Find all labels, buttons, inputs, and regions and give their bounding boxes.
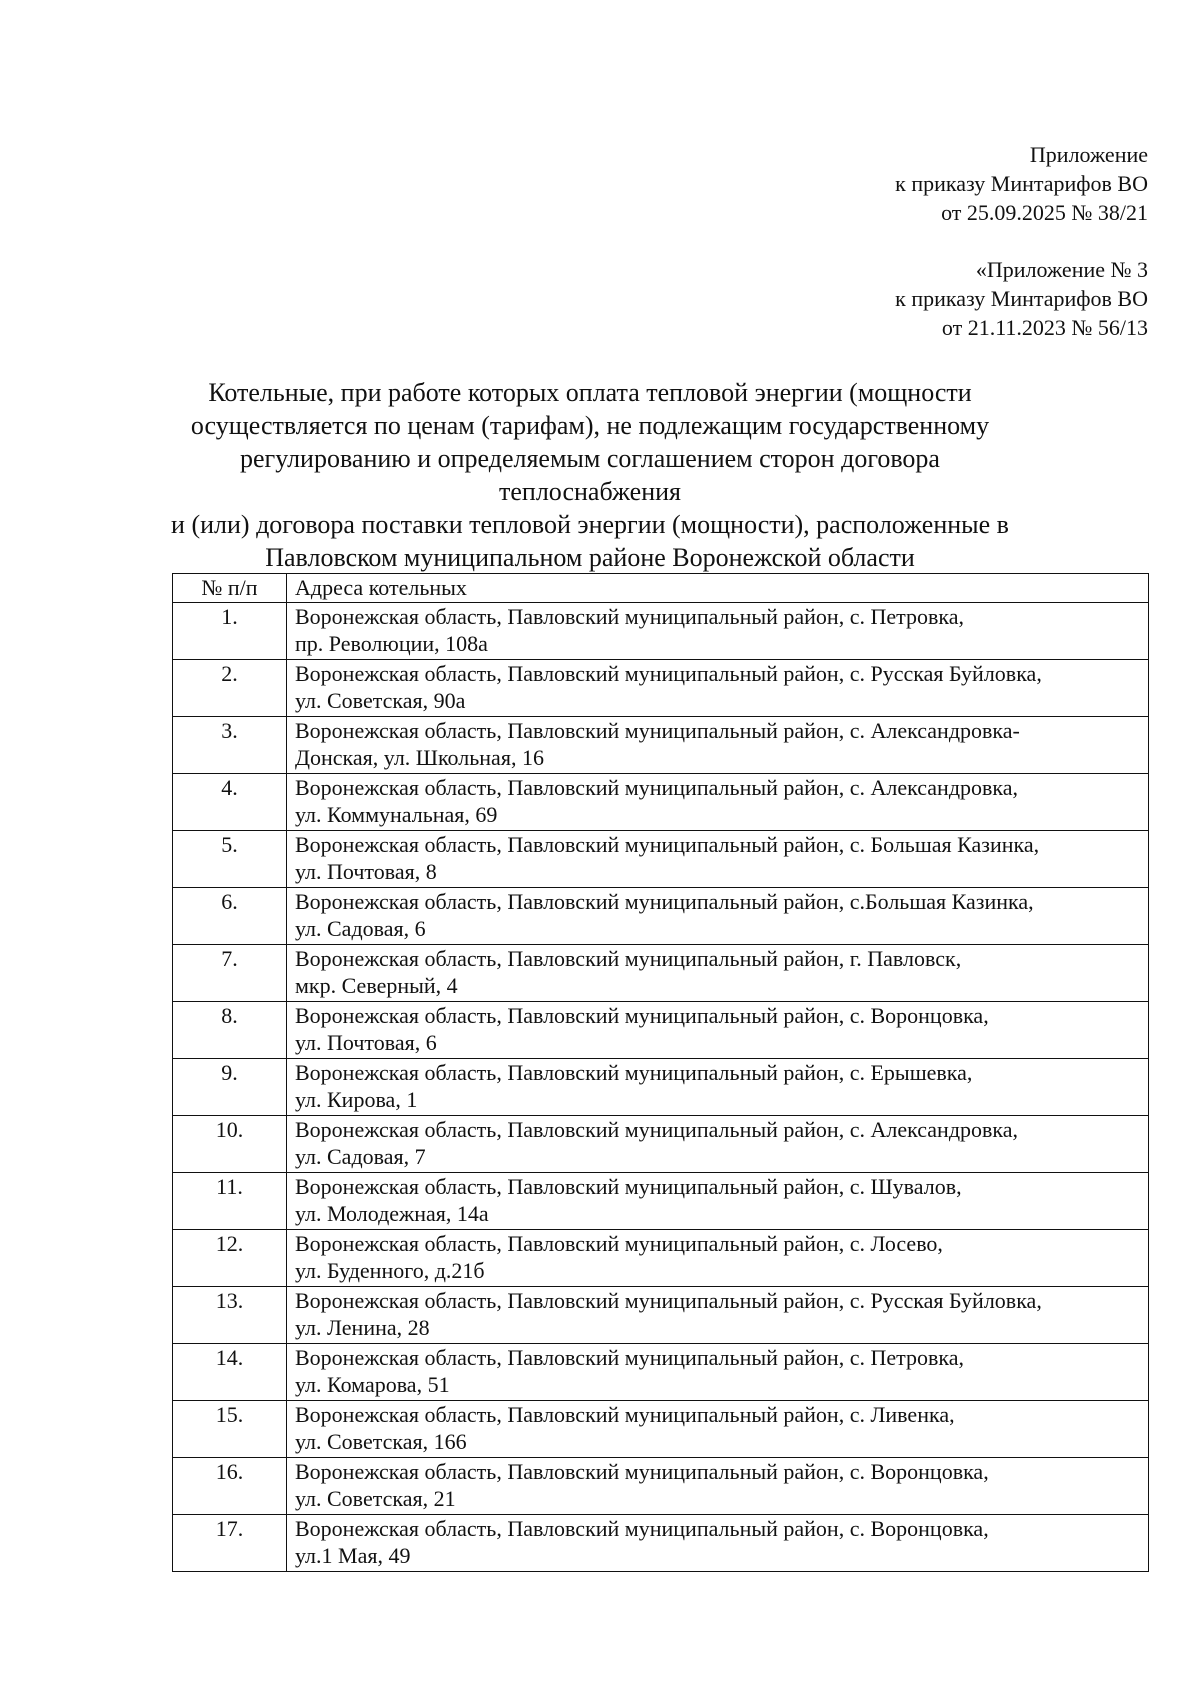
table-row bbox=[173, 830, 1149, 887]
table-body bbox=[173, 602, 1149, 1571]
document-title bbox=[150, 376, 1030, 574]
row-address bbox=[287, 1001, 1149, 1058]
address-line-1: Воронежская область, Павловский муниципальный район, с. Ерышевка, bbox=[295, 1059, 973, 1085]
address-line-2: ул. Советская, 90а bbox=[295, 688, 466, 713]
row-number: 15. bbox=[173, 1400, 287, 1457]
row-number: 1. bbox=[173, 602, 287, 659]
appendix-ref-label: «Приложение № 3 bbox=[975, 257, 1148, 282]
row-address bbox=[287, 830, 1149, 887]
table-row bbox=[173, 1286, 1149, 1343]
address-line-1: Воронежская область, Павловский муниципальный район, с. Русская Буйловка, bbox=[295, 660, 1042, 686]
address-line-1: Воронежская область, Павловский муниципальный район, г. Павловск, bbox=[295, 945, 962, 971]
address-line-1: Воронежская область, Павловский муниципальный район, с. Ливенка, bbox=[295, 1401, 955, 1427]
table-row bbox=[173, 1457, 1149, 1514]
address-line-1: Воронежская область, Павловский муниципальный район, с. Большая Казинка, bbox=[295, 831, 1040, 857]
table-header-row bbox=[173, 574, 1149, 603]
address-line-2: Донская, ул. Школьная, 16 bbox=[295, 745, 544, 770]
address-line-2: мкр. Северный, 4 bbox=[295, 973, 458, 998]
row-number: 5. bbox=[173, 830, 287, 887]
header-address: Адреса котельных bbox=[287, 574, 1149, 603]
title-line-1: Котельные, при работе которых оплата тепловой энергии (мощности bbox=[208, 378, 972, 407]
table-row bbox=[173, 1514, 1149, 1571]
row-address bbox=[287, 887, 1149, 944]
table-row bbox=[173, 1400, 1149, 1457]
appendix-ref-date: от 21.11.2023 № 56/13 bbox=[941, 315, 1148, 340]
row-number: 4. bbox=[173, 773, 287, 830]
address-line-1: Воронежская область, Павловский муниципальный район, с. Лосево, bbox=[295, 1230, 943, 1256]
table-row bbox=[173, 1001, 1149, 1058]
row-address bbox=[287, 716, 1149, 773]
title-line-4: и (или) договора поставки тепловой энергии (мощности), расположенные в bbox=[171, 510, 1009, 539]
appendix-label: Приложение bbox=[1029, 142, 1148, 167]
row-number: 2. bbox=[173, 659, 287, 716]
address-line-1: Воронежская область, Павловский муниципальный район, с. Воронцовка, bbox=[295, 1002, 989, 1028]
row-address bbox=[287, 1286, 1149, 1343]
row-number: 17. bbox=[173, 1514, 287, 1571]
row-number: 11. bbox=[173, 1172, 287, 1229]
boiler-addresses-table bbox=[172, 573, 1149, 1572]
address-line-2: ул. Садовая, 7 bbox=[295, 1144, 426, 1169]
row-number: 16. bbox=[173, 1457, 287, 1514]
address-line-2: ул. Советская, 166 bbox=[295, 1429, 467, 1454]
address-line-1: Воронежская область, Павловский муниципальный район, с. Воронцовка, bbox=[295, 1515, 989, 1541]
address-line-2: ул. Коммунальная, 69 bbox=[295, 802, 498, 827]
table-row bbox=[173, 1343, 1149, 1400]
table-row bbox=[173, 602, 1149, 659]
address-line-1: Воронежская область, Павловский муниципальный район, с.Большая Казинка, bbox=[295, 888, 1034, 914]
row-address bbox=[287, 1172, 1149, 1229]
row-address bbox=[287, 1115, 1149, 1172]
address-line-1: Воронежская область, Павловский муниципальный район, с. Александровка, bbox=[295, 1116, 1019, 1142]
address-line-1: Воронежская область, Павловский муниципальный район, с. Александровка- bbox=[295, 717, 1020, 743]
address-line-1: Воронежская область, Павловский муниципальный район, с. Петровка, bbox=[295, 603, 965, 629]
address-line-2: ул.1 Мая, 49 bbox=[295, 1543, 411, 1568]
appendix-order-ref: к приказу Минтарифов ВО bbox=[895, 171, 1148, 196]
row-number: 8. bbox=[173, 1001, 287, 1058]
table-row bbox=[173, 944, 1149, 1001]
row-address bbox=[287, 1229, 1149, 1286]
header-number: № п/п bbox=[173, 574, 287, 603]
address-line-2: ул. Почтовая, 6 bbox=[295, 1030, 437, 1055]
row-address bbox=[287, 659, 1149, 716]
appendix-order-date: от 25.09.2025 № 38/21 bbox=[941, 200, 1148, 225]
address-line-2: ул. Садовая, 6 bbox=[295, 916, 426, 941]
title-line-2: осуществляется по ценам (тарифам), не подлежащим государственному bbox=[190, 411, 990, 440]
address-line-2: ул. Кирова, 1 bbox=[295, 1087, 418, 1112]
appendix-header bbox=[895, 140, 1148, 227]
row-number: 10. bbox=[173, 1115, 287, 1172]
row-address bbox=[287, 602, 1149, 659]
appendix-ref-order: к приказу Минтарифов ВО bbox=[895, 286, 1148, 311]
table-row bbox=[173, 659, 1149, 716]
row-address bbox=[287, 1514, 1149, 1571]
address-line-1: Воронежская область, Павловский муниципальный район, с. Шувалов, bbox=[295, 1173, 962, 1199]
row-address bbox=[287, 1400, 1149, 1457]
title-line-5: Павловском муниципальном районе Воронежской области bbox=[265, 543, 915, 572]
row-number: 7. bbox=[173, 944, 287, 1001]
row-address bbox=[287, 944, 1149, 1001]
address-line-2: ул. Ленина, 28 bbox=[295, 1315, 430, 1340]
table-row bbox=[173, 1058, 1149, 1115]
address-line-2: ул. Комарова, 51 bbox=[295, 1372, 450, 1397]
row-number: 12. bbox=[173, 1229, 287, 1286]
title-line-3: регулированию и определяемым соглашением сторон договора теплоснабжения bbox=[240, 444, 940, 506]
address-line-2: ул. Почтовая, 8 bbox=[295, 859, 437, 884]
row-address bbox=[287, 1058, 1149, 1115]
address-line-1: Воронежская область, Павловский муниципальный район, с. Воронцовка, bbox=[295, 1458, 989, 1484]
address-line-1: Воронежская область, Павловский муниципальный район, с. Александровка, bbox=[295, 774, 1019, 800]
table-row bbox=[173, 1172, 1149, 1229]
address-line-2: пр. Революции, 108а bbox=[295, 631, 488, 656]
address-line-2: ул. Советская, 21 bbox=[295, 1486, 456, 1511]
row-number: 9. bbox=[173, 1058, 287, 1115]
row-address bbox=[287, 773, 1149, 830]
boiler-table-container bbox=[172, 573, 1149, 1572]
row-number: 13. bbox=[173, 1286, 287, 1343]
address-line-2: ул. Молодежная, 14а bbox=[295, 1201, 489, 1226]
table-row bbox=[173, 716, 1149, 773]
row-number: 3. bbox=[173, 716, 287, 773]
address-line-2: ул. Буденного, д.21б bbox=[295, 1258, 485, 1283]
appendix-reference bbox=[895, 255, 1148, 342]
address-line-1: Воронежская область, Павловский муниципальный район, с. Русская Буйловка, bbox=[295, 1287, 1042, 1313]
row-number: 14. bbox=[173, 1343, 287, 1400]
row-number: 6. bbox=[173, 887, 287, 944]
address-line-1: Воронежская область, Павловский муниципальный район, с. Петровка, bbox=[295, 1344, 965, 1370]
row-address bbox=[287, 1343, 1149, 1400]
table-row bbox=[173, 773, 1149, 830]
table-row bbox=[173, 1229, 1149, 1286]
table-row bbox=[173, 1115, 1149, 1172]
row-address bbox=[287, 1457, 1149, 1514]
table-row bbox=[173, 887, 1149, 944]
